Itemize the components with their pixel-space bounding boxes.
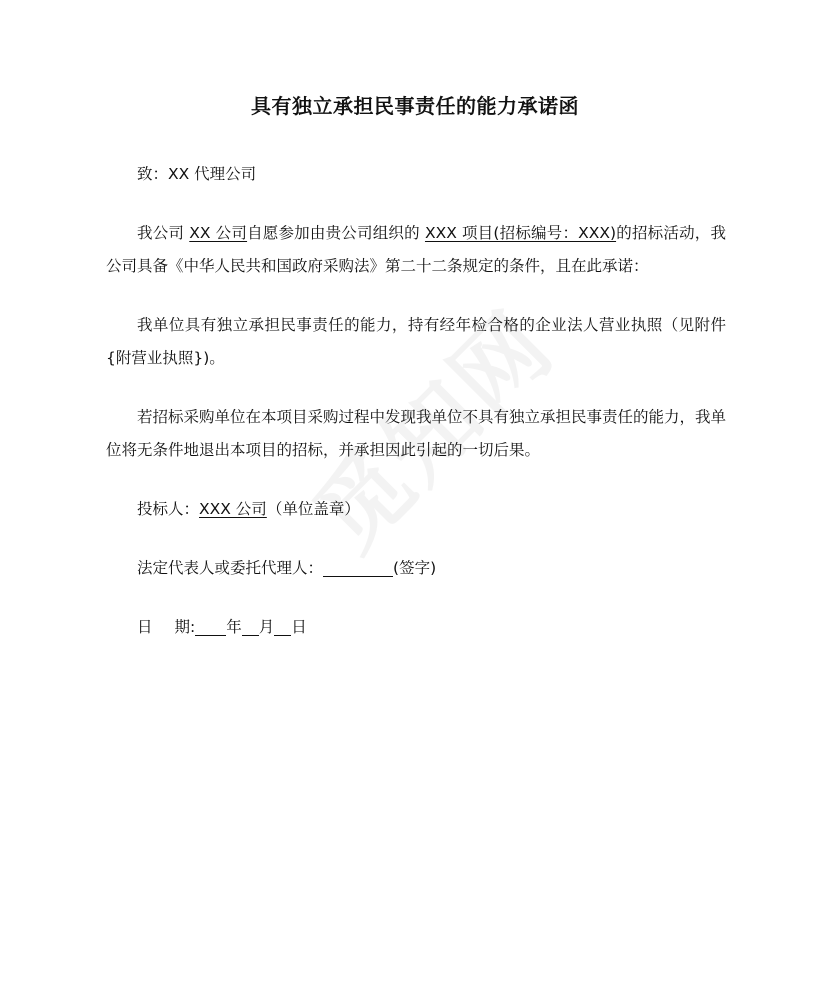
day-blank [274,617,291,636]
project-name: XXX 项目(招标编号：XXX) [424,224,617,242]
bidder-label: 投标人： [137,500,200,518]
para1-text-middle: 自愿参加由贵公司组织的 [247,224,425,242]
withdrawal-paragraph: 若招标采购单位在本项目采购过程中发现我单位不具有独立承担民事责任的能力，我单位将无条件地退出本项目的招标，并承担因此引起的一切后果。 [106,408,727,459]
month-blank [242,617,259,636]
year-label: 年 [226,618,242,636]
representative-label: 法定代表人或委托代理人： [137,559,324,577]
bidder-seal-note: （单位盖章） [266,500,360,518]
representative-line [106,552,726,585]
month-label: 月 [258,618,275,636]
company-name: XX 公司 [189,224,248,242]
date-line [106,611,726,644]
signature-blank [323,558,393,577]
year-blank [195,617,226,636]
signature-note: (签字) [393,559,437,577]
day-label: 日 [291,618,307,636]
date-label-ri: 日 [137,618,153,636]
salutation: 致：XX 代理公司 [137,165,257,183]
date-label-qi: 期: [174,618,196,636]
capability-paragraph: 我单位具有独立承担民事责任的能力，持有经年检合格的企业法人营业执照（见附件{附营业执照})。 [106,316,726,367]
bidder-line [106,493,726,526]
para1-text-end: 的招标活动，我公司具备《中华人民共和国政府采购法》第二十二条规定的条件，且在此承诺： [106,224,727,275]
bidder-name: XXX 公司 [199,500,267,518]
para1-text-start: 我公司 [137,224,190,242]
document-body [106,158,726,670]
commitment-paragraph [106,217,726,283]
document-title: 具有独立承担民事责任的能力承诺函 [251,94,579,118]
